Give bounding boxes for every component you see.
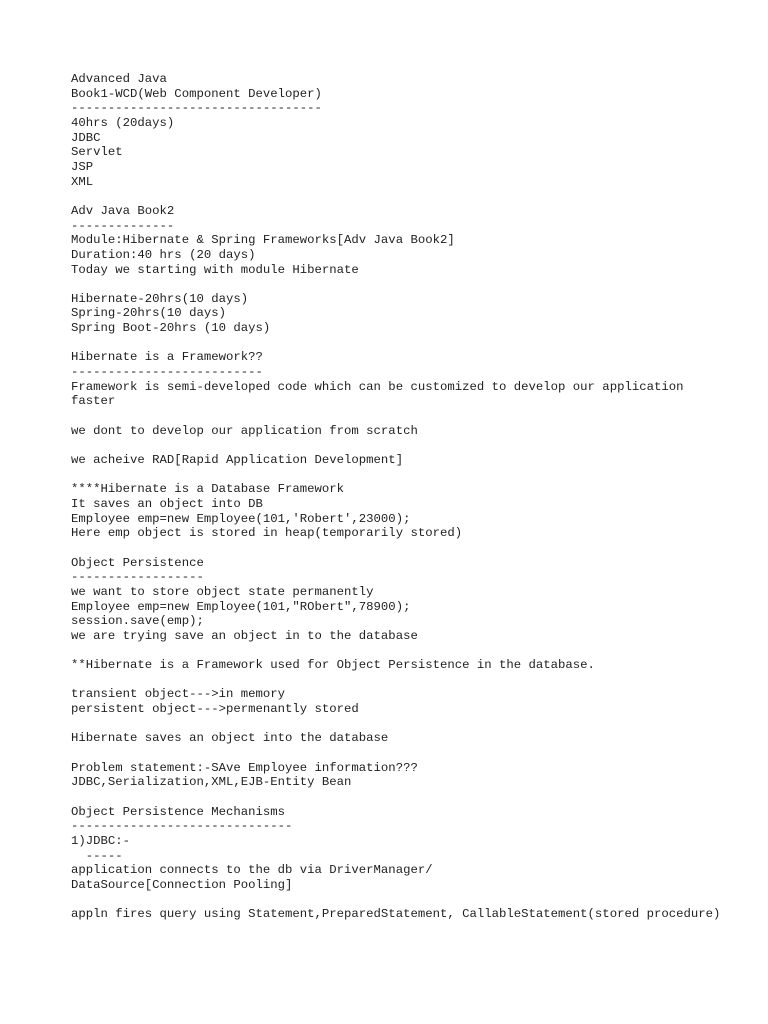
document-line: 1)JDBC:-	[71, 833, 131, 848]
blank-line	[71, 673, 721, 688]
document-line: persistent object--->permenantly stored	[71, 702, 359, 717]
document-line: appln fires query using Statement,PreparedStatement, CallableStatement(stored procedure)	[71, 907, 721, 922]
document-line: Spring Boot-20hrs (10 days)	[71, 321, 271, 336]
document-line: DataSource[Connection Pooling]	[71, 877, 293, 892]
document-line: application connects to the db via DriverManager/	[71, 863, 433, 878]
blank-line	[71, 893, 721, 908]
document-line: ------------------	[71, 570, 204, 585]
document-line: Adv Java Book2	[71, 203, 175, 218]
document-line: Book1-WCD(Web Component Developer)	[71, 86, 322, 101]
document-line: Framework is semi-developed code which can be customized to develop our application faster	[71, 379, 691, 409]
document-line: Hibernate-20hrs(10 days)	[71, 291, 249, 306]
blank-line	[71, 277, 721, 292]
blank-line	[71, 746, 721, 761]
document-line: XML	[71, 174, 94, 189]
document-line: we want to store object state permanently	[71, 584, 374, 599]
document-line: Employee emp=new Employee(101,"RObert",78900);	[71, 599, 411, 614]
document-line: Spring-20hrs(10 days)	[71, 306, 226, 321]
document-line: Today we starting with module Hibernate	[71, 262, 359, 277]
document-line: Advanced Java	[71, 72, 167, 86]
document-line: It saves an object into DB	[71, 496, 263, 511]
document-line: 40hrs (20days)	[71, 115, 175, 130]
document-line: -----	[71, 848, 123, 863]
document-line: Module:Hibernate & Spring Frameworks[Adv Java Book2]	[71, 233, 455, 248]
document-line: JDBC,Serialization,XML,EJB-Entity Bean	[71, 775, 352, 790]
document-line: ****Hibernate is a Database Framework	[71, 482, 345, 497]
blank-line	[71, 409, 721, 424]
document-line: Object Persistence	[71, 555, 204, 570]
blank-line	[71, 336, 721, 351]
document-line: Hibernate is a Framework??	[71, 350, 263, 365]
document-line: **Hibernate is a Framework used for Object Persistence in the database.	[71, 658, 595, 673]
document-line: JDBC	[71, 130, 101, 145]
blank-line	[71, 717, 721, 732]
document-line: Object Persistence Mechanisms	[71, 804, 286, 819]
document-line: we dont to develop our application from scratch	[71, 423, 418, 438]
document-body	[71, 72, 721, 922]
blank-line	[71, 541, 721, 556]
blank-line	[71, 643, 721, 658]
document-line: Servlet	[71, 145, 123, 160]
document-line: --------------	[71, 218, 175, 233]
document-line: we acheive RAD[Rapid Application Development]	[71, 452, 404, 467]
document-line: Duration:40 hrs (20 days)	[71, 247, 256, 262]
document-line: session.save(emp);	[71, 614, 204, 629]
document-line: JSP	[71, 159, 94, 174]
document-line: Problem statement:-SAve Employee information???	[71, 760, 418, 775]
document-line: Here emp object is stored in heap(temporarily stored)	[71, 526, 463, 541]
document-line: Hibernate saves an object into the database	[71, 731, 389, 746]
blank-line	[71, 189, 721, 204]
document-line: --------------------------	[71, 365, 263, 380]
blank-line	[71, 468, 721, 483]
document-line: ------------------------------	[71, 819, 293, 834]
blank-line	[71, 790, 721, 805]
document-line: ----------------------------------	[71, 101, 322, 116]
document-line: transient object--->in memory	[71, 687, 286, 702]
blank-line	[71, 438, 721, 453]
document-line: we are trying save an object in to the database	[71, 628, 418, 643]
document-line: Employee emp=new Employee(101,'Robert',23000);	[71, 511, 411, 526]
